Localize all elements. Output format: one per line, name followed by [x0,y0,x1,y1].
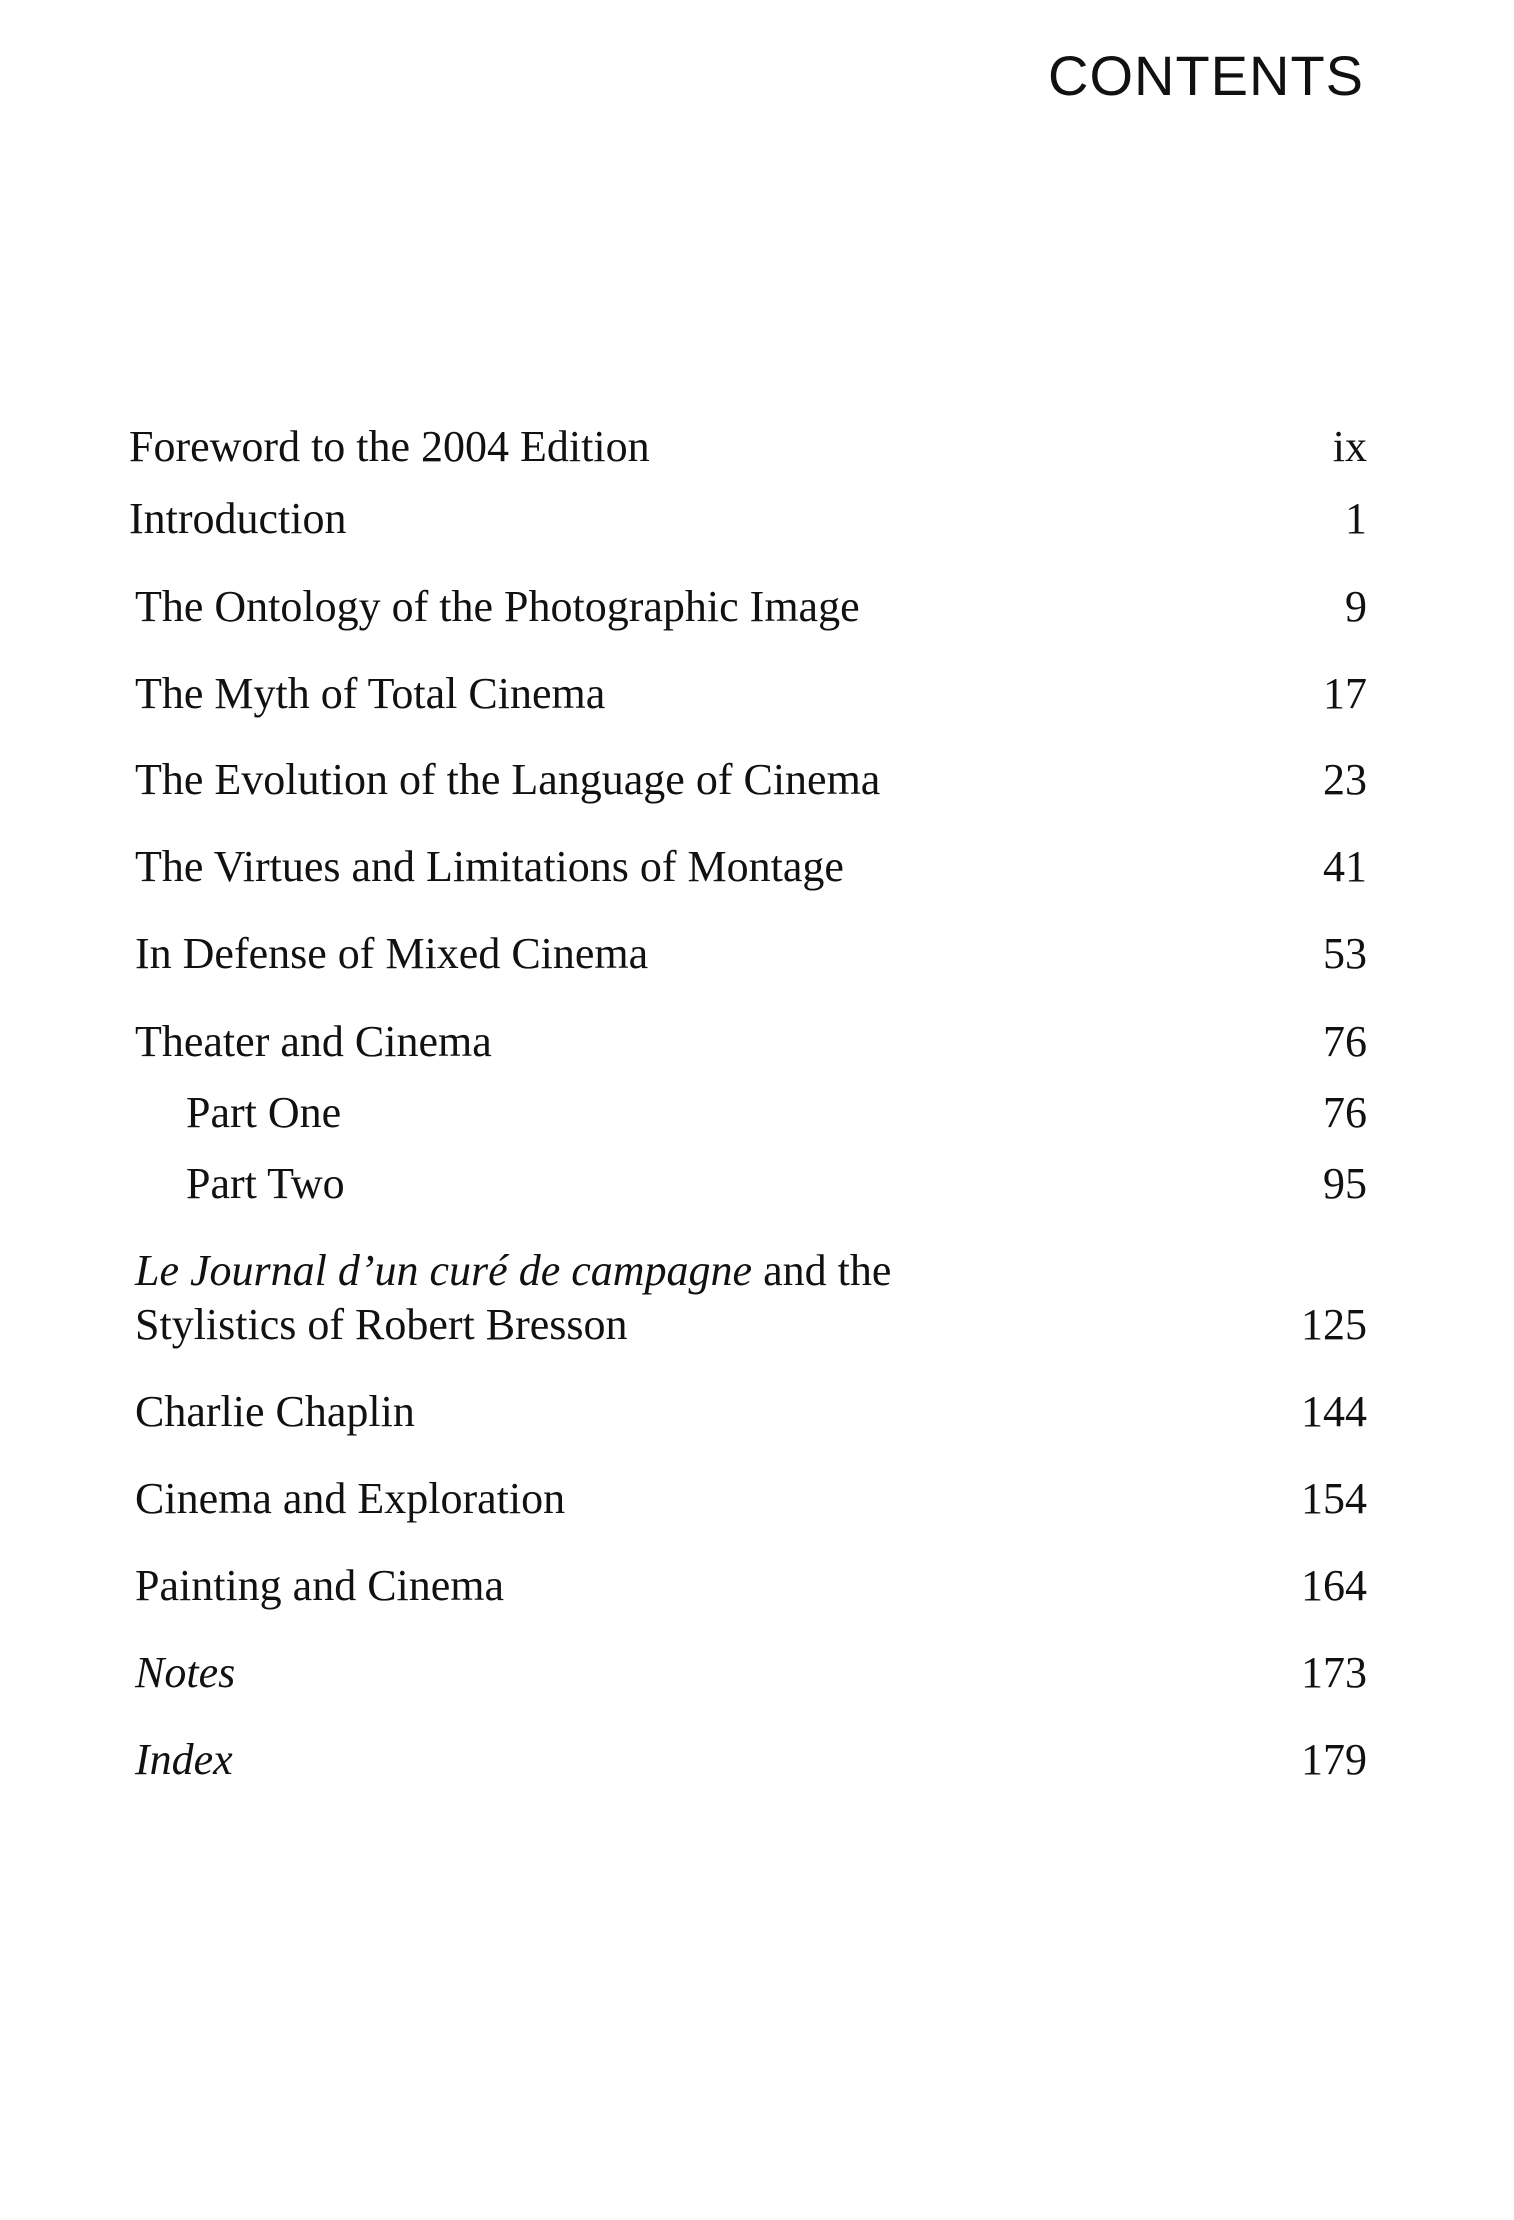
toc-entry-title: Foreword to the 2004 Edition [129,422,650,471]
toc-entry-page: 164 [1301,1561,1367,1610]
toc-entry-title: The Ontology of the Photographic Image [135,582,860,631]
toc-entry-title: Introduction [129,494,347,543]
toc-entry-page: 125 [1301,1300,1367,1349]
toc-entry-page: 95 [1323,1159,1367,1208]
toc-entry-page: 17 [1323,669,1367,718]
toc-entry-title-italic: Le Journal d’un curé de campagne [135,1246,753,1295]
toc-entry-title-line-1 [135,1246,892,1295]
toc-entry-title: Part Two [186,1159,345,1208]
toc-entry-title-line-2: Stylistics of Robert Bresson [135,1300,628,1349]
toc-entry-page: 53 [1323,929,1367,978]
toc-entry-title: The Myth of Total Cinema [135,669,606,718]
toc-entry-title: Theater and Cinema [135,1017,492,1066]
toc-entry-title: Index [135,1735,233,1784]
toc-entry-page: 76 [1323,1088,1367,1137]
toc-entry-title: In Defense of Mixed Cinema [135,929,649,978]
toc-entry-title: Painting and Cinema [135,1561,505,1610]
toc-entry-page: ix [1332,422,1367,471]
toc-entry-page: 76 [1323,1017,1367,1066]
toc-entry-title: Part One [186,1088,342,1137]
toc-entry-page: 173 [1301,1648,1367,1697]
toc-entry-page: 23 [1323,755,1367,804]
toc-entry-title: Notes [135,1648,236,1697]
toc-entry-page: 1 [1345,494,1367,543]
toc-entry-page: 179 [1301,1735,1367,1784]
toc-entry-page: 144 [1301,1387,1367,1436]
toc-entry-page: 154 [1301,1474,1367,1523]
toc-entry-title-rest: and the [752,1246,892,1295]
toc-entry-title: The Virtues and Limitations of Montage [135,842,844,891]
toc-entry-page: 9 [1345,582,1367,631]
toc-entry-page: 41 [1323,842,1367,891]
toc-entry-title: Charlie Chaplin [135,1387,415,1436]
toc-entry-title: Cinema and Exploration [135,1474,566,1523]
page-title: CONTENTS [1048,44,1364,107]
toc-entry-title: The Evolution of the Language of Cinema [135,755,881,804]
